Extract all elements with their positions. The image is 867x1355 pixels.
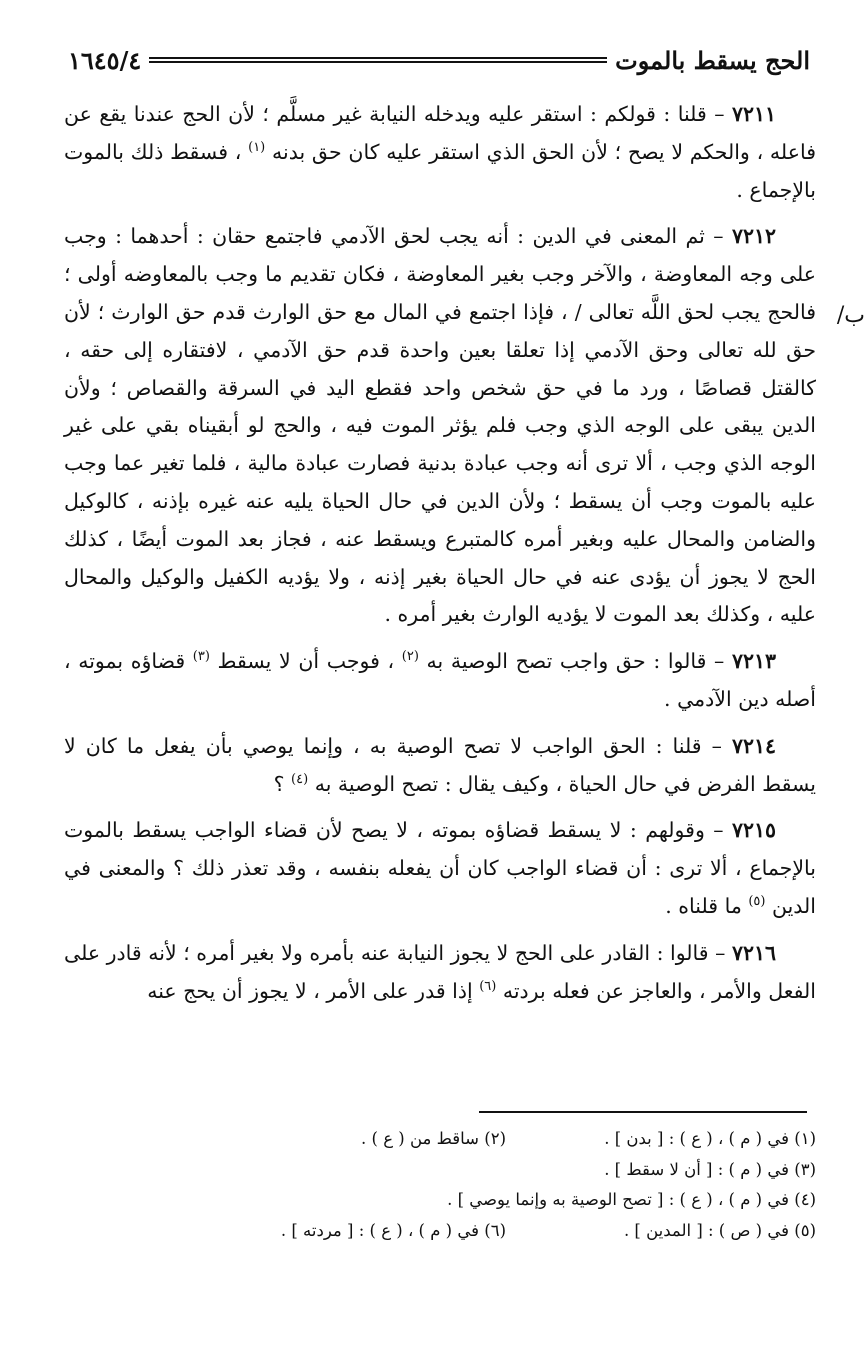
footnotes [64,1124,816,1246]
paragraph-number: ٧٢١١ [731,102,776,126]
paragraph-text: ، فسقط ذلك بالموت بالإجماع . [64,139,816,202]
paragraph [64,935,816,1011]
chapter-title: الحج يسقط بالموت [615,45,810,75]
footnote: (٤) في ( م ) ، ( ع ) : [ تصح الوصية به وإنما يوصي ] . [447,1190,816,1209]
footnote: (٥) في ( ص ) : [ المدين ] . [623,1220,816,1240]
footnote-reference: (٥) [748,894,766,910]
page-number: ١٦٤٥/٤ [68,45,142,75]
margin-folio-note: /ب [836,303,865,328]
paragraph-number: ٧٢١٣ [731,649,776,674]
paragraph-text: ، فوجب أن لا يسقط [209,649,402,674]
footnote-reference: (١) [248,139,266,155]
paragraph [64,218,816,634]
footnote-row [64,1124,816,1155]
footnote-reference: (٦) [479,978,497,994]
paragraph-text: – ثم المعنى في الدين : أنه يجب لحق الآدمي فاجتمع حقان : أحدهما : وجب على وجه المعاوضة ، والآخر وجب بغير المعاوضة ، فكان تقديم ما وجب بالمعاوضه أولى ؛ فالحج يجب لحق اللَّه تعالى / ، فإذا اجتمع في المال مع حق الوارث قدم حق الوارث ؛ لأن حق لله تعالى وحق الآدمي إذا تعلقا بعين واحدة قدم حق الآدمي ، لافتقاره إلى حقه ، كالقتل قصاصًا ، ورد ما في حق شخص واحد فقطع اليد في السرقة والقصاص ؛ ولأن الدين يبقى على الوجه الذي وجب فلم يؤثر الموت فيه ، والحج لو أبقيناه بقي على غير الوجه الذي وجب ، ألا ترى أنه وجب عبادة بدنية فصارت عبادة مالية ، فلما تغير عما وجب عليه بالموت وجب أن يسقط ؛ ولأن الدين في حال الحياة يليه عنه غيره بإذنه ، كالوكيل والضامن والمحال عليه وبغير أمره كالمتبرع ويسقط عنه ، فجاز بعد الموت أيضًا ، كذلك الحج لا يجوز أن يؤدى عنه في حال الحياة بغير إذنه ، ولا يؤديه الكفيل والوكيل والمحال عليه ، وكذلك بعد الموت لا يؤديه الوارث بغير أمره . [64,224,816,627]
footnote-separator [479,1111,807,1113]
paragraph-text: – قالوا : القادر على الحج لا يجوز النيابة عنه بأمره ولا بغير أمره ؛ لأنه قادر على الفعل والأمر ، والعاجز عن فعله بردته [64,940,816,1003]
footnote: (٢) ساقط من ( ع ) . [361,1129,506,1148]
paragraph [64,96,816,209]
paragraph-text: – قالوا : حق واجب تصح الوصية به [418,649,725,674]
header-rule [149,57,607,63]
paragraph-text: قضاؤه بموته ، أصله دين الآدمي . [64,649,816,711]
footnote-row [64,1155,816,1186]
paragraph-number: ٧٢١٦ [731,940,776,965]
paragraph-text: إذا قدر على الأمر ، لا يجوز أن يحج عنه [147,978,480,1003]
footnote-row [64,1185,816,1216]
paragraph [64,643,816,719]
paragraph-text: ما قلناه . [665,893,749,918]
footnote-reference: (٤) [291,771,309,787]
running-header [68,42,810,78]
footnote-reference: (٢) [401,649,419,665]
paragraph-text: – قلنا : الحق الواجب لا تصح الوصية به ، وإنما يوصي بأن يفعل ما كان لا يسقط الفرض في حال الحياة ، وكيف يقال : تصح الوصية به [64,733,816,796]
paragraph [64,728,816,804]
footnote: (١) في ( م ) ، ( ع ) : [ بدن ] . [604,1129,816,1148]
paragraph [64,812,816,925]
paragraph-text: ؟ [273,771,292,796]
paragraph-text: – وقولهم : لا يسقط قضاؤه بموته ، لا يصح لأن قضاء الواجب يسقط بالموت بالإجماع ، ألا ترى : أن قضاء الواجب كان أن يفعله بنفسه ، وقد تعذر ذلك ؟ والمعنى في الدين [64,818,816,918]
paragraph-text: – قلنا : قولكم : استقر عليه ويدخله النيابة غير مسلَّم ؛ لأن الحج عندنا يقع عن فاعله ، والحكم لا يصح ؛ لأن الحق الذي استقر عليه كان حق بدنه [64,102,816,164]
paragraph-number: ٧٢١٥ [731,818,776,843]
footnote-row [64,1216,816,1247]
main-text [64,96,816,1019]
footnote-reference: (٣) [192,649,210,665]
footnote: (٦) في ( م ) ، ( ع ) : [ مردته ] . [280,1220,506,1240]
footnote: (٣) في ( م ) : [ أن لا سقط ] . [604,1159,816,1179]
paragraph-number: ٧٢١٤ [731,733,776,758]
paragraph-number: ٧٢١٢ [731,224,776,249]
